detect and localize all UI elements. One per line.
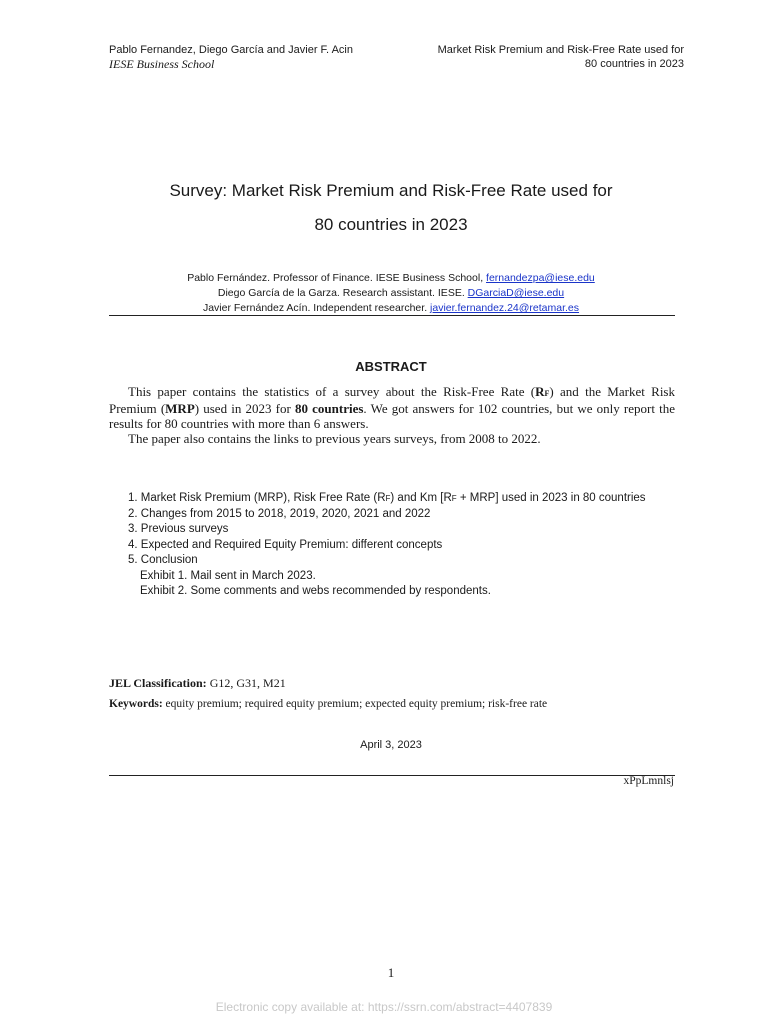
- rf-symbol: [535, 384, 549, 399]
- abstract-paragraph-1: [109, 384, 675, 431]
- abstract-text: . We got answers for 102 countries, but we only report the results for 80 countries with more than 6 answers.: [109, 401, 675, 431]
- abstract-text: ) and the Market Risk Premium (: [109, 384, 675, 416]
- author-line-3: [0, 301, 768, 316]
- document-code: xPpLmnlsj: [623, 775, 674, 787]
- keywords-value: equity premium; required equity premium; expected equity premium; risk-free rate: [162, 698, 548, 710]
- toc-subscript-f: F: [451, 494, 457, 503]
- toc-item-2: 2. Changes from 2015 to 2018, 2019, 2020, 2021 and 2022: [128, 507, 431, 520]
- ssrn-footer: Electronic copy available at: https://ssrn.com/abstract=4407839: [215, 1000, 553, 1014]
- jel-classification: [109, 676, 286, 691]
- abstract-body: [109, 384, 675, 446]
- author-line-2: [0, 286, 768, 301]
- toc-subscript-f: F: [385, 494, 391, 503]
- countries-bold: 80 countries: [294, 401, 364, 416]
- abstract-text: ) used in 2023 for: [194, 401, 295, 416]
- toc-text: ) and Km [R: [390, 492, 452, 504]
- jel-value: G12, G31, M21: [206, 676, 286, 690]
- keywords-label: Keywords:: [109, 698, 163, 710]
- paper-title-line-2: 80 countries in 2023: [314, 215, 468, 234]
- author-2-affiliation: Diego García de la Garza. Research assistant. IESE.: [217, 287, 468, 299]
- mrp-bold: MRP: [165, 401, 195, 416]
- abstract-paragraph-2: The paper also contains the links to previous years surveys, from 2008 to 2022.: [128, 431, 541, 446]
- author-block: [0, 271, 768, 316]
- toc-exhibit-1: Exhibit 1. Mail sent in March 2023.: [140, 569, 316, 582]
- rf-symbol-f: F: [544, 389, 550, 398]
- divider-bottom: [109, 775, 675, 776]
- author-1-email-link[interactable]: fernandezpa@iese.edu: [486, 272, 595, 284]
- author-2-email-link[interactable]: DGarciaD@iese.edu: [467, 287, 565, 299]
- author-3-affiliation: Javier Fernández Acín. Independent researcher.: [202, 302, 431, 314]
- publication-date: April 3, 2023: [360, 739, 422, 751]
- page-number: 1: [387, 965, 395, 980]
- paper-title-line-1: Survey: Market Risk Premium and Risk-Free Rate used for: [169, 181, 613, 200]
- abstract-heading: ABSTRACT: [355, 359, 427, 374]
- author-1-affiliation: Pablo Fernández. Professor of Finance. IESE Business School,: [187, 272, 487, 284]
- author-line-1: [0, 271, 768, 286]
- running-header-left: [109, 43, 353, 71]
- toc-exhibit-2: Exhibit 2. Some comments and webs recommended by respondents.: [140, 585, 491, 597]
- header-authors: Pablo Fernandez, Diego García and Javier F. Acin: [109, 44, 353, 56]
- toc-item-3: 3. Previous surveys: [128, 523, 229, 535]
- header-running-title-2: 80 countries in 2023: [584, 58, 684, 70]
- author-3-email-link[interactable]: javier.fernandez.24@retamar.es: [430, 302, 580, 314]
- toc-text: 1. Market Risk Premium (MRP), Risk Free Rate (R: [128, 492, 386, 504]
- jel-label: JEL Classification:: [109, 676, 207, 690]
- header-running-title-1: Market Risk Premium and Risk-Free Rate used for: [437, 44, 684, 56]
- toc-text: + MRP] used in 2023 in 80 countries: [456, 492, 646, 504]
- toc-item-4: 4. Expected and Required Equity Premium: different concepts: [128, 538, 443, 551]
- rf-symbol-r: R: [535, 384, 545, 399]
- running-header-right: [438, 43, 684, 71]
- abstract-text: This paper contains the statistics of a survey about the Risk-Free Rate (: [128, 384, 536, 399]
- toc-item-5: 5. Conclusion: [128, 554, 198, 566]
- table-of-contents: [128, 491, 646, 600]
- toc-item-1: [128, 491, 646, 507]
- header-institution: IESE Business School: [109, 57, 215, 71]
- keywords: [109, 698, 547, 710]
- divider-top: [109, 315, 675, 316]
